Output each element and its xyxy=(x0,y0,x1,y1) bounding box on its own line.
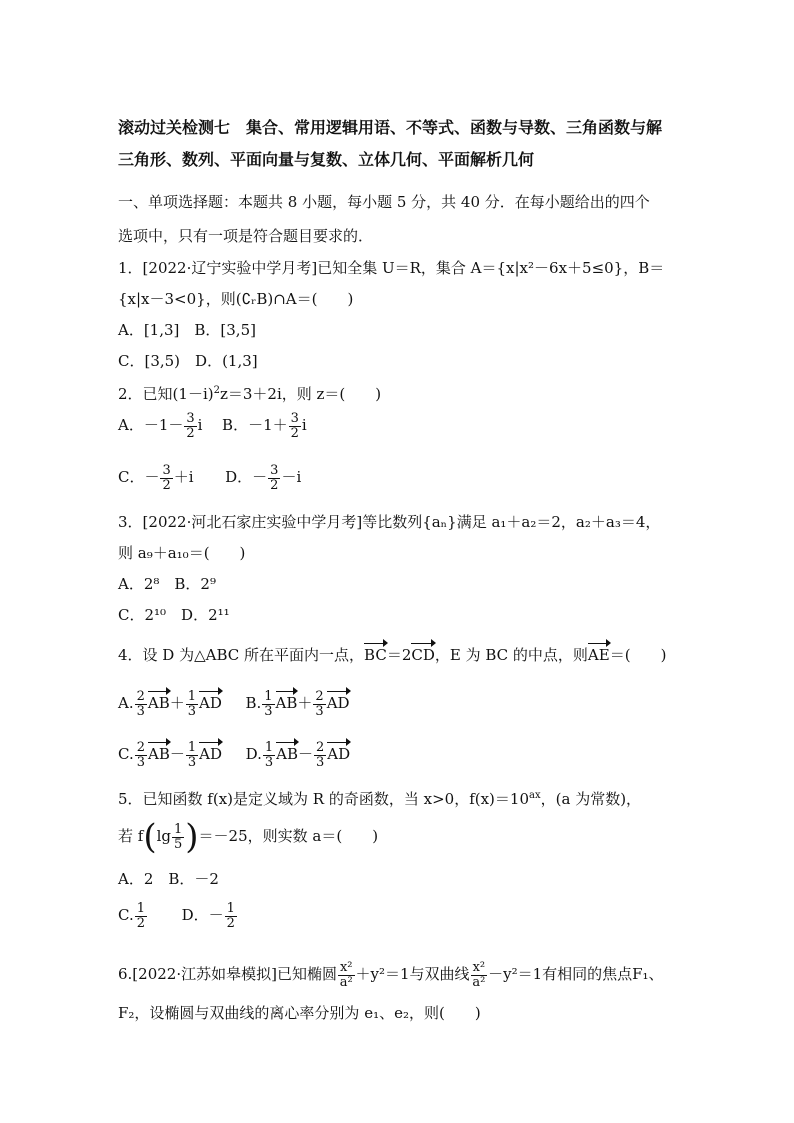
q4-a-vector-1: AB xyxy=(147,694,170,713)
q1-options-cd: C．[3,5) D．(1,3] xyxy=(118,352,258,370)
q5-options-cd xyxy=(118,902,238,930)
q5-l2-denominator: 5 xyxy=(174,836,183,852)
q4-d-operator: － xyxy=(297,745,313,764)
q4-option-a-label: A. xyxy=(118,694,134,713)
page-title-line-2: 三角形、数列、平面向量与复数、立体几何、平面解析几何 xyxy=(118,150,535,169)
q2-b-denominator: 2 xyxy=(290,425,299,441)
q3-options-cd: C．2¹⁰ D．2¹¹ xyxy=(118,606,230,624)
q6-fraction-1 xyxy=(338,961,355,989)
q2-option-b-fraction xyxy=(289,412,301,440)
q2-option-a-tail: i xyxy=(197,416,203,435)
q4-a-den-1: 3 xyxy=(136,703,145,719)
q4-c-den-2: 3 xyxy=(187,754,197,770)
q5-line2-fraction xyxy=(172,823,184,851)
q2-options-ab xyxy=(118,412,307,440)
q4-a-fraction-2 xyxy=(186,690,198,718)
q4-a-den-2: 3 xyxy=(187,703,197,719)
q3-stem-line-2: 则 a₉＋a₁₀＝( ) xyxy=(118,544,246,562)
section-instructions-line-2: 选项中，只有一项是符合题目要求的． xyxy=(118,227,374,245)
q5-d-numerator: 1 xyxy=(226,901,235,916)
q4-stem-part-3: ，E 为 BC 的中点，则 xyxy=(434,646,588,664)
q2-option-d-tail: －i xyxy=(281,468,302,487)
q4-c-num-1: 2 xyxy=(136,740,145,755)
q5-left-paren: ( xyxy=(143,817,157,857)
q5-c-numerator: 1 xyxy=(136,901,145,916)
q4-d-num-1: 1 xyxy=(264,740,274,755)
q2-option-b-label: B．－1＋ xyxy=(222,416,288,435)
q4-stem xyxy=(118,645,666,665)
q4-vector-ae: AE xyxy=(587,646,610,664)
q5-line2-lg: lg xyxy=(156,827,171,845)
q4-option-b-label: B. xyxy=(245,694,262,713)
q4-a-vector-2: AD xyxy=(199,694,222,713)
q4-b-den-1: 3 xyxy=(264,703,273,719)
q2-c-numerator: 3 xyxy=(162,463,171,478)
q2-stem-b: z＝3＋2i，则 z＝( ) xyxy=(219,385,382,403)
q2-option-c-tail: ＋i xyxy=(173,468,194,487)
q2-stem-exponent: 2 xyxy=(213,385,220,396)
q6-f1-numerator: x² xyxy=(339,960,353,975)
q5-line1-a: 5．已知函数 f(x)是定义域为 R 的奇函数，当 x>0，f(x)＝10 xyxy=(118,790,530,808)
q5-stem-line-2 xyxy=(118,817,379,857)
q4-b-fraction-1 xyxy=(262,690,274,718)
q5-line2-post: ＝－25，则实数 a＝( ) xyxy=(198,827,379,845)
q2-d-numerator: 3 xyxy=(270,463,279,478)
q4-option-c-label: C. xyxy=(118,745,134,764)
q2-options-cd xyxy=(118,464,301,492)
q2-c-denominator: 2 xyxy=(162,477,171,493)
q2-a-denominator: 2 xyxy=(186,425,195,441)
q2-option-d-fraction xyxy=(268,464,280,492)
q4-d-num-2: 2 xyxy=(316,740,325,755)
q2-option-b-tail: i xyxy=(301,416,307,435)
q6-f2-numerator: x² xyxy=(472,960,486,975)
q4-c-operator: － xyxy=(169,745,185,764)
q5-stem-line-1 xyxy=(118,786,641,809)
section-instructions-line-1: 一、单项选择题：本题共 8 小题，每小题 5 分，共 40 分．在每小题给出的四个 xyxy=(118,193,650,211)
q4-a-num-2: 1 xyxy=(187,689,197,704)
q4-b-num-1: 1 xyxy=(264,689,273,704)
q4-a-operator: ＋ xyxy=(169,694,185,713)
q1-options-ab: A．[1,3] B．[3,5] xyxy=(118,321,256,339)
q5-c-fraction xyxy=(135,902,147,930)
q5-d-denominator: 2 xyxy=(226,915,235,931)
q4-d-vector-2: AD xyxy=(327,745,351,764)
q6-fraction-2 xyxy=(471,961,488,989)
q4-vector-bc: BC xyxy=(364,646,387,664)
q4-d-den-1: 3 xyxy=(264,754,274,770)
q2-option-c-fraction xyxy=(160,464,172,492)
q2-option-d-label: D．－ xyxy=(225,468,268,487)
q4-c-fraction-1 xyxy=(135,741,147,769)
q4-b-fraction-2 xyxy=(313,690,325,718)
q4-c-vector-2: AD xyxy=(199,745,223,764)
q2-option-a-fraction xyxy=(184,412,196,440)
q4-d-fraction-1 xyxy=(263,741,275,769)
q4-c-fraction-2 xyxy=(186,741,198,769)
q5-option-c-label: C. xyxy=(118,906,134,925)
q4-a-num-1: 2 xyxy=(136,689,145,704)
q2-option-c-label: C．－ xyxy=(118,468,160,487)
q2-a-numerator: 3 xyxy=(186,411,195,426)
q1-stem-line-2: {x|x－3<0}，则(∁ᵣB)∩A＝( ) xyxy=(118,290,354,308)
q4-d-vector-1: AB xyxy=(276,745,298,764)
q4-options-ab xyxy=(118,690,350,718)
q2-d-denominator: 2 xyxy=(270,477,279,493)
q4-b-vector-2: AD xyxy=(326,694,350,713)
q2-option-a-label: A．－1－ xyxy=(118,416,184,435)
q2-stem xyxy=(118,381,381,404)
q4-b-operator: ＋ xyxy=(297,694,313,713)
q4-a-fraction-1 xyxy=(135,690,147,718)
q3-stem-line-1: 3．[2022·河北石家庄实验中学月考]等比数列{aₙ}满足 a₁＋a₂＝2，a₂＋a₃＝4， xyxy=(118,513,661,531)
q4-stem-part-1: 4．设 D 为△ABC 所在平面内一点， xyxy=(118,646,365,664)
q4-c-vector-1: AB xyxy=(148,745,170,764)
q4-stem-part-4: ＝( ) xyxy=(609,646,667,664)
q5-l2-numerator: 1 xyxy=(174,821,183,837)
q3-options-ab: A．2⁸ B．2⁹ xyxy=(118,575,216,593)
q2-stem-a: 2．已知(1－i) xyxy=(118,385,214,403)
q5-options-ab: A．2 B．－2 xyxy=(118,870,219,888)
q6-stem-line-2: F₂，设椭圆与双曲线的离心率分别为 e₁、e₂，则( ) xyxy=(118,1004,481,1022)
q5-right-paren: ) xyxy=(185,817,199,857)
q4-b-den-2: 3 xyxy=(315,703,324,719)
q6-post: －y²＝1有相同的焦点F₁、 xyxy=(488,965,664,984)
q4-b-num-2: 2 xyxy=(315,689,324,704)
q6-stem-line-1 xyxy=(118,961,664,989)
q4-d-fraction-2 xyxy=(314,741,326,769)
q5-line1-exponent: ax xyxy=(529,790,541,801)
q2-b-numerator: 3 xyxy=(290,411,299,426)
q5-d-fraction xyxy=(225,902,237,930)
q5-line2-pre: 若 f xyxy=(118,827,144,845)
q4-options-cd xyxy=(118,741,350,769)
q5-option-d-label: D．－ xyxy=(181,906,224,925)
q5-line1-b: ，(a 为常数)， xyxy=(540,790,642,808)
q4-c-den-1: 3 xyxy=(136,754,145,770)
q4-d-den-2: 3 xyxy=(316,754,325,770)
q6-pre: 6.[2022·江苏如皋模拟]已知椭圆 xyxy=(118,965,337,984)
q4-b-vector-1: AB xyxy=(275,694,298,713)
q1-stem-line-1: 1．[2022·辽宁实验中学月考]已知全集 U＝R，集合 A＝{x|x²－6x＋5≤0}，B＝ xyxy=(118,259,665,277)
q4-stem-part-2: ＝2 xyxy=(386,646,412,664)
q5-c-denominator: 2 xyxy=(136,915,145,931)
q4-c-num-2: 1 xyxy=(187,740,197,755)
q4-option-d-label: D. xyxy=(245,745,262,764)
q6-f1-denominator: a² xyxy=(339,974,353,990)
q4-vector-cd: CD xyxy=(411,646,435,664)
q6-f2-denominator: a² xyxy=(472,974,486,990)
page-title-line-1: 滚动过关检测七 集合、常用逻辑用语、不等式、函数与导数、三角函数与解 xyxy=(118,118,663,137)
q6-mid: ＋y²＝1与双曲线 xyxy=(355,965,470,984)
